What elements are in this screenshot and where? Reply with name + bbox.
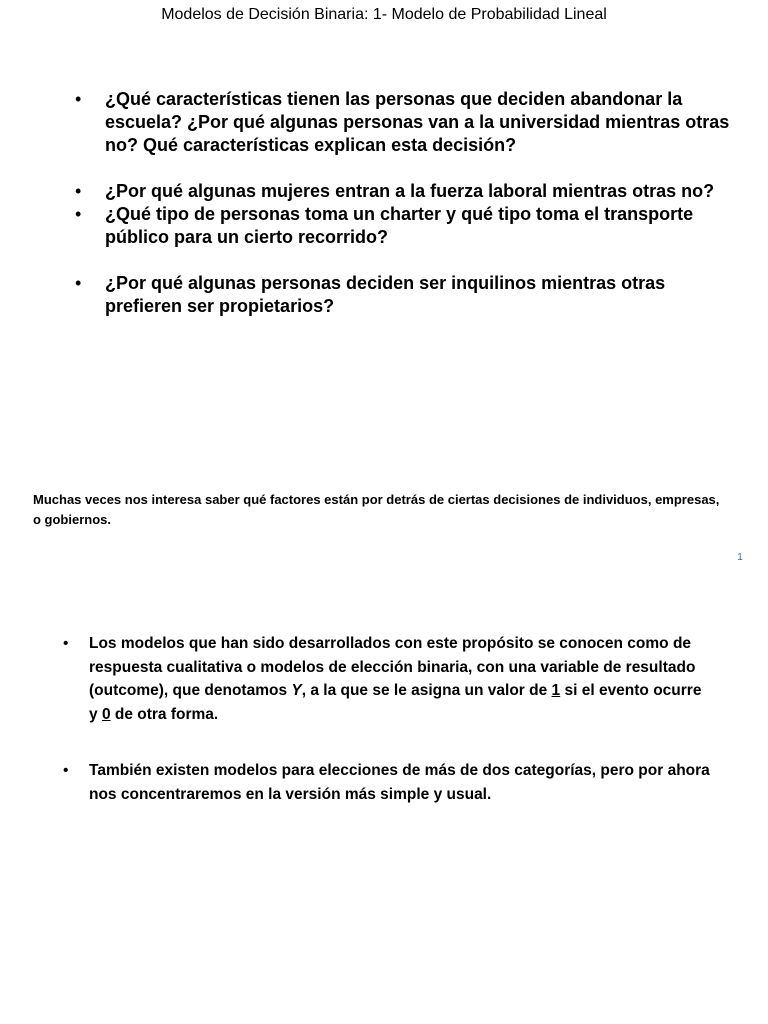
note-text: , a la que se le asigna un valor de bbox=[301, 682, 552, 699]
question-item: • ¿Qué tipo de personas toma un charter y qué tipo toma el transporte público para un cierto recorrido? bbox=[72, 203, 740, 249]
intro-paragraph: Muchas veces nos interesa saber qué factores están por detrás de ciertas decisiones de individuos, empresas, o gobiernos. bbox=[33, 492, 720, 527]
question-item: • ¿Por qué algunas personas deciden ser inquilinos mientras otras prefieren ser propietarios? bbox=[72, 272, 740, 318]
value-zero: 0 bbox=[101, 705, 111, 723]
note-text: de otra forma. bbox=[110, 705, 219, 723]
page-number: 1 bbox=[737, 552, 743, 563]
question-item: • ¿Por qué algunas mujeres entran a la fuerza laboral mientras otras no? bbox=[72, 180, 740, 203]
value-one: 1 bbox=[551, 682, 561, 699]
note-item-binary-models bbox=[60, 632, 710, 726]
outcome-variable: Y bbox=[291, 682, 302, 699]
slide-title: Modelos de Decisión Binaria: 1- Modelo de Probabilidad Lineal bbox=[161, 6, 607, 23]
note-text: Los modelos que han sido desarrollados con este propósito se conocen como de respuesta cualitativa o modelos de elección binaria, con una variable de resultado (outcome), que denotamos bbox=[89, 635, 696, 699]
question-list bbox=[72, 88, 740, 318]
notes-list bbox=[60, 632, 710, 806]
note-item-multiple-categories: • También existen modelos para elecciones de más de dos categorías, pero por ahora nos concentraremos en la versión más simple y usual. bbox=[60, 759, 710, 806]
question-item: • ¿Qué características tienen las personas que deciden abandonar la escuela? ¿Por qué algunas personas van a la universidad mientras otras no? Qué características explican esta decisión? bbox=[72, 88, 740, 157]
note-text: si el evento ocurre y bbox=[89, 682, 702, 723]
